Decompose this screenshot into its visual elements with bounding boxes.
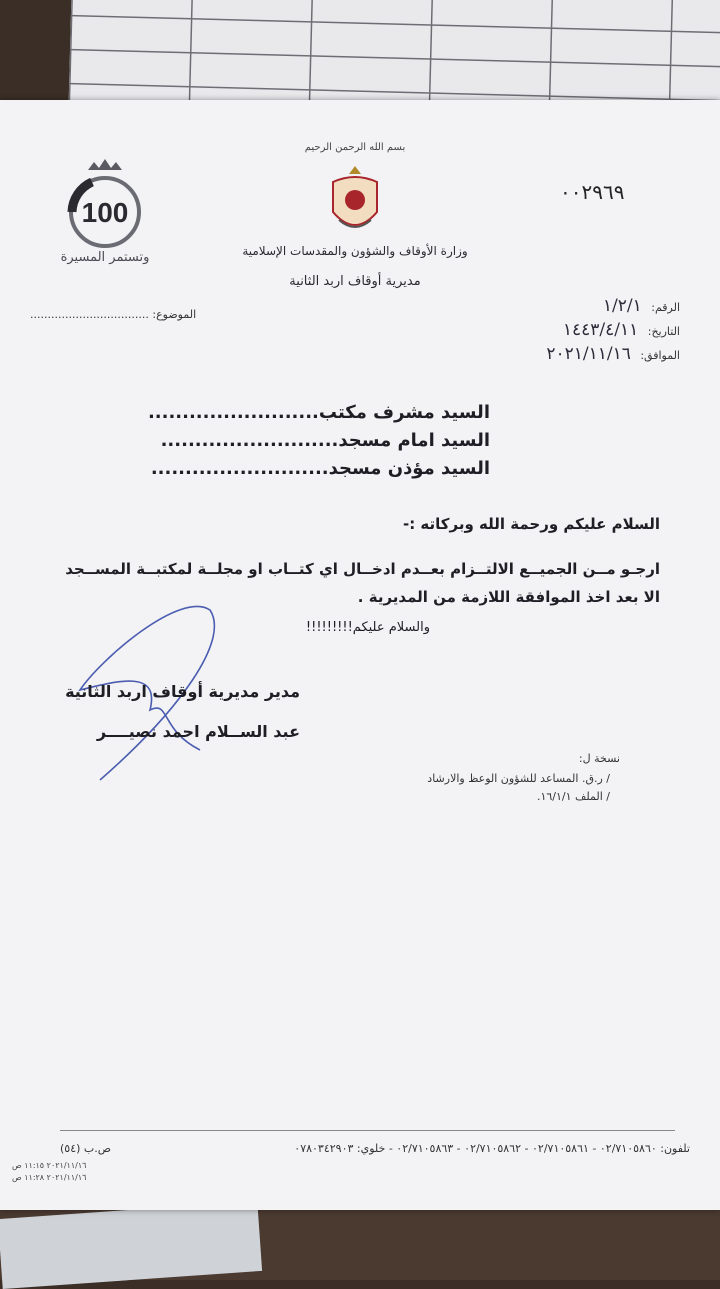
addressee-supervisor: السيد مشرف مكتب.........................: [147, 402, 490, 423]
greeting: السلام عليكم ورحمة الله وبركاته :-: [402, 515, 660, 533]
ministry-name: وزارة الأوقاف والشؤون والمقدسات الإسلامية: [242, 244, 468, 258]
corresponding-field: [546, 344, 680, 364]
body-line-1: ارجـو مــن الجميــع الالتــزام بعــدم ادخــال اي كتــاب او مجلــة لمكتبــة المســجد: [65, 560, 660, 578]
jordan-emblem-icon: [325, 160, 385, 240]
date-field: [563, 320, 680, 340]
body-line-2: الا بعد اخذ الموافقة اللازمة من المديرية .: [357, 588, 660, 606]
signatory-title: مدير مديرية أوقاف اربد الثانية: [65, 682, 300, 701]
directorate-name: مديرية أوقاف اربد الثانية: [289, 274, 421, 289]
footer-phones: تلفون: ٠٢/٧١٠٥٨٦٠ - ٠٢/٧١٠٥٨٦١ - ٠٢/٧١٠٥٨٦٢ - ٠٢/٧١٠٥٨٦٣ - خلوي: ٠٧٨٠٣٤٢٩٠٣: [294, 1142, 690, 1155]
footer-rule: [60, 1130, 675, 1131]
reference-number: ٠٠٢٩٦٩: [560, 180, 625, 204]
date-label: التاريخ:: [647, 325, 680, 338]
corresponding-value: ٢٠٢١/١١/١٦: [546, 344, 631, 364]
number-field: [603, 296, 680, 316]
stamp-line-1: ٢٠٢١/١١/١٦ ١١:١٥ ص: [12, 1161, 87, 1170]
corresponding-label: الموافق:: [640, 349, 680, 362]
closing: والسلام عليكم!!!!!!!!!: [305, 620, 430, 635]
basmala: بسم الله الرحمن الرحيم: [304, 142, 406, 153]
footer-pobox: ص.ب (٥٤): [60, 1142, 112, 1155]
date-value: ١٤٤٣/٤/١١: [562, 320, 639, 340]
stamp-line-2: ٢٠٢١/١١/١٦ ١١:٢٨ ص: [12, 1173, 87, 1182]
signatory-name: عبد الســلام احمد نصيــــر: [96, 722, 300, 741]
number-value: ١/٢/١: [602, 296, 642, 316]
copies-line-1: / ر.ق. المساعد للشؤون الوعظ والارشاد: [427, 772, 610, 785]
centenary-tagline: وتستمر المسيرة: [60, 250, 150, 265]
receipt-stamp: [12, 1160, 86, 1184]
addressee-imam: السيد امام مسجد..........................: [160, 430, 490, 451]
subject-dots: ..................................: [30, 308, 149, 321]
centenary-number: 100: [81, 197, 129, 228]
copies-label: نسخة ل:: [578, 752, 620, 765]
addressee-muezzin: السيد مؤذن مسجد..........................: [150, 458, 490, 479]
number-label: الرقم:: [651, 301, 680, 314]
copies-line-2: / الملف ١٦/١/١.: [536, 790, 610, 803]
subject-label: الموضوع:: [152, 308, 197, 321]
subject-field: [30, 308, 196, 321]
